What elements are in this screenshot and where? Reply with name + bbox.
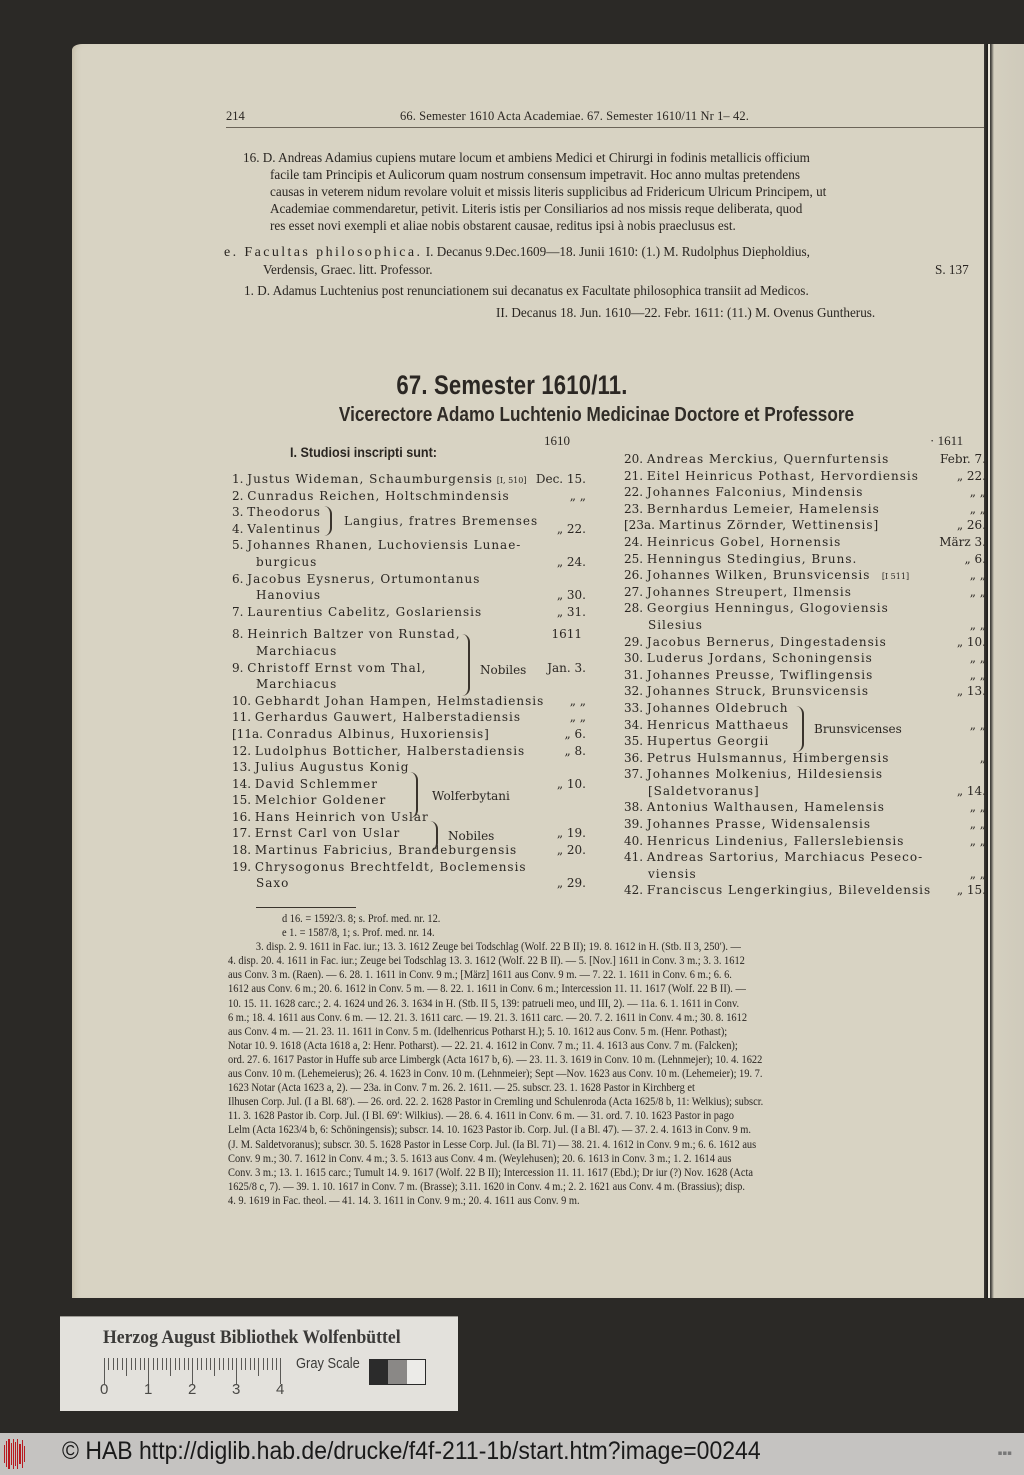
- vicerector-subtitle: Vicerectore Adamo Luchtenio Medicinae Doctore et Professore: [338, 404, 855, 426]
- footnotes-block: [228, 912, 935, 1208]
- para-16-line-2: facile tam Principis et Aulicorum quam nostrum consensum impetravit. Hoc anno multas pretendens: [270, 167, 800, 182]
- footnote-e1: e 1. = 1587/8, 1; s. Prof. med. nr. 14.: [281, 927, 435, 940]
- ruler-label-3: 3: [232, 1381, 241, 1398]
- brace-wolferbytani: [410, 772, 418, 818]
- ruler-label-2: 2: [188, 1381, 197, 1398]
- para-16-line-1: 16. D. Andreas Adamius cupiens mutare locum et ambiens Medici et Chirurgi in fodinis metallicis officium: [243, 150, 810, 165]
- student-row-continued: viensis „ „: [648, 866, 986, 881]
- student-row: 24. Heinricus Gobel, Hornensis März 3.: [624, 534, 986, 549]
- brace-label-wolferbytani: Wolferbytani: [432, 789, 510, 803]
- student-row: 21. Eitel Heinricus Pothast, Hervordiensis „ 22.: [624, 468, 986, 483]
- footnote-line: 6 m.; 18. 4. 1611 aus Conv. 6 m. — 12. 21. 3. 1611 carc. — 19. 21. 3. 1611 carc. — 20. 7. 2. 1611 in Conv. 4 m.; 30. 8. 1612: [228, 1011, 748, 1024]
- ruler-label-1: 1: [144, 1381, 153, 1398]
- student-row-continued: burgicus „ 24.: [256, 554, 586, 569]
- student-row: 13. Julius Augustus Konig: [232, 760, 410, 775]
- student-row: 2. Cunradus Reichen, Holtschmindensis „ „: [232, 488, 586, 503]
- student-row: [11a. Conradus Albinus, Huxoriensis] „ 6.: [232, 726, 586, 741]
- facultas-reference: S. 137: [935, 262, 969, 277]
- student-row: [23a. Martinus Zörnder, Wettinensis] „ 26.: [624, 518, 986, 533]
- running-header: [226, 107, 984, 128]
- gray-swatch-dark: [370, 1360, 388, 1384]
- para-16-line-5: res esset novi exempli et aliae nobis obstarent causae, reditus ipsi à nobis praeclusus est.: [270, 218, 736, 233]
- brace-langius: [324, 506, 332, 536]
- running-head-text: 66. Semester 1610 Acta Academiae. 67. Semester 1610/11 Nr 1– 42.: [400, 109, 749, 123]
- gutter-highlight: [988, 44, 990, 1298]
- student-row: 10. Gebhardt Johan Hampen, Helmstadiensis „ „: [232, 693, 586, 708]
- footnote-line: Ilhusen Corp. Jul. (I a Bl. 68′). — 26. ord. 22. 2. 1628 Pastor in Cremling und Schulenroda (Acta 1625/8 b, 11: Welkius); subscr.: [228, 1096, 764, 1109]
- footer-copyright-url[interactable]: © HAB http://diglib.hab.de/drucke/f4f-211-1b/start.htm?image=00244: [62, 1437, 761, 1465]
- student-row: 35. Hupertus Georgii: [624, 734, 770, 749]
- brace-label-nobiles-2: Nobiles: [448, 829, 495, 843]
- student-row: 40. Henricus Lindenius, Fallerslebiensis „ „: [624, 833, 986, 848]
- footnote-rule: [256, 907, 356, 908]
- student-row: 38. Antonius Walthausen, Hamelensis „ „: [624, 800, 986, 815]
- student-list-left: [232, 471, 586, 892]
- footnote-line: aus Conv. 4 m. — 21. 23. 11. 1611 in Conv. 5 m. (Idelhenricus Potharst H.); 5. 10. 1612 aus Conv. 5 m. (Henr. Pothast);: [228, 1025, 728, 1038]
- footnote-line: 1612 aus Conv. 6 m.; 20. 6. 1612 in Conv. 5 m. — 8. 22. 1. 1611 in Conv. 6 m.; Intercession 11. 11. 1617 (Wolf. 22 B II). —: [228, 983, 746, 996]
- section-heading: I. Studiosi inscripti sunt:: [290, 444, 438, 460]
- semester-title: 67. Semester 1610/11.: [396, 370, 628, 400]
- student-row: 30. Luderus Jordans, Schoningensis „ „: [624, 651, 986, 666]
- student-row: 26. Johannes Wilken, Brunsvicensis [I 511] „ „: [624, 568, 986, 583]
- footnote-line: Conv. 3 m.; 13. 1. 1615 carc.; Tumult 14. 9. 1617 (Wolf. 22 B II); Intercession 11. 11. 1617 (Ebd.); Dr iur (?) Nov. 1628 (Acta: [228, 1166, 753, 1179]
- brace-nobiles-2: [430, 821, 438, 851]
- card-title: Herzog August Bibliothek Wolfenbüttel: [103, 1327, 401, 1348]
- gray-scale-swatches: [369, 1359, 426, 1385]
- para-1-adamus: 1. D. Adamus Luchtenius post renunciationem sui decanatus ex Facultate philosophica transiit ad Medicos.: [244, 283, 809, 298]
- footnote-line: 11. 3. 1628 Pastor ib. Corp. Jul. (I Bl. 69′: Wilkius). — 28. 6. 4. 1611 in Conv. 6 m. — 31. ord. 7. 10. 1623 Pastor in pago: [228, 1110, 734, 1123]
- footer-mark-icon: ▪▪▪: [997, 1449, 1012, 1457]
- student-row: 12. Ludolphus Botticher, Halberstadiensis „ 8.: [232, 743, 586, 758]
- ruler-label-4: 4: [276, 1381, 285, 1398]
- footnote-d16: d 16. = 1592/3. 8; s. Prof. med. nr. 12.: [281, 913, 441, 925]
- student-row: 29. Jacobus Bernerus, Dingestadensis „ 10.: [624, 634, 986, 649]
- student-row: 37. Johannes Molkenius, Hildesiensis: [624, 767, 884, 782]
- student-row-continued: Marchiacus: [256, 677, 338, 692]
- student-row: 23. Bernhardus Lemeier, Hamelensis „ „: [624, 501, 986, 516]
- facultas-heading-line: [224, 243, 810, 261]
- student-row: 5. Johannes Rhanen, Luchoviensis Lunae-: [232, 538, 522, 553]
- student-row: 7. Laurentius Cabelitz, Goslariensis „ 31.: [232, 604, 586, 619]
- footnote-line: Conv. 9 m.; 30. 7. 1612 in Conv. 4 m.; 3. 5. 1613 aus Conv. 4 m. (Weylehusen); 20. 6. 1613 in Conv. 3 m.; 1. 2. 1614 aus: [228, 1152, 732, 1165]
- gray-swatch-mid: [388, 1360, 406, 1384]
- student-row: 17. Ernst Carl von Uslar „ 19.: [232, 826, 586, 841]
- brace-label-brunsvicenses: Brunsvicenses: [814, 722, 902, 736]
- student-row: 34. Henricus Matthaeus „ „: [624, 717, 986, 732]
- brace-brunsvicenses: [796, 706, 804, 752]
- copyright-footer: [0, 1433, 1024, 1475]
- ruler-label-0: 0: [100, 1381, 109, 1398]
- student-row: 31. Johannes Preusse, Twiflingensis „ „: [624, 667, 986, 682]
- footnote-line: Lelm (Acta 1623/4 b, 6: Schöningensis); subscr. 14. 10. 1623 Pastor ib. Corp. Jul. (I a Bl. 47). — 37. 2. 4. 1613 in Conv. 9 m.: [228, 1124, 751, 1137]
- student-row: 9. Christoff Ernst vom Thal, Jan. 3.: [232, 660, 586, 675]
- student-row: 32. Johannes Struck, Brunsvicensis „ 13.: [624, 684, 986, 699]
- footnote-line: 1623 Notar (Acta 1623 a, 2). — 23a. in Conv. 7 m. 26. 2. 1611. — 25. subscr. 23. 1. 1628 Pastor in Kirchberg et: [228, 1082, 695, 1095]
- student-row: 20. Andreas Merckius, Quernfurtensis Febr. 7.: [624, 452, 986, 466]
- footnote-line: 1625/8 c, 7). — 39. 1. 10. 1617 in Conv. 7 m. (Brasse); 3.11. 1620 in Conv. 4 m.; 2. 2. 1621 aus Conv. 4 m. (Brassius); disp.: [228, 1180, 745, 1193]
- student-row: 6. Jacobus Eysnerus, Ortumontanus: [232, 571, 481, 586]
- book-gutter: [984, 44, 1024, 1298]
- student-row: 42. Franciscus Lengerkingius, Bileveldensis „ 15.: [624, 883, 986, 898]
- student-row-continued: Marchiacus: [256, 643, 338, 658]
- hab-logo-icon: [4, 1439, 26, 1469]
- student-row: 14. David Schlemmer „ 10.: [232, 776, 586, 791]
- gray-swatch-light: [407, 1360, 425, 1384]
- student-row: 27. Johannes Streupert, Ilmensis „ „: [624, 584, 986, 599]
- student-row: 15. Melchior Goldener: [232, 793, 387, 808]
- student-row: 8. Heinrich Baltzer von Runstad, 1611: [232, 627, 582, 642]
- facultas-label: e. Facultas philosophica.: [224, 245, 423, 260]
- student-row: 11. Gerhardus Gauwert, Halberstadiensis „ „: [232, 710, 586, 725]
- footnote-line: 10. 15. 11. 1628 carc.; 2. 4. 1624 und 26. 3. 1634 in H. (Stb. II 5, 139: patrueli meo, und III, 2). — 11a. 6. 1. 1611 in Conv.: [228, 997, 740, 1010]
- student-row: 19. Chrysogonus Brechtfeldt, Boclemensis: [232, 859, 527, 874]
- footnote-line: aus Conv. 3 m. (Raen). — 6. 28. 1. 1611 in Conv. 9 m.; [März] 1611 aus Conv. 9 m. — 7. 22. 1. 1611 in Conv. 6 m.; 6. 6.: [228, 969, 732, 982]
- footnote-line: ord. 27. 6. 1617 Pastor in Huffe sub arce Limbergk (Acta 1617 b, 6). — 23. 11. 3. 1619 in Conv. 10 m. (Lehnmejer); 10. 4. 1622: [228, 1053, 763, 1066]
- student-row: 39. Johannes Prasse, Widensalensis „ „: [624, 817, 986, 832]
- student-row-continued: Hanovius „ 30.: [256, 588, 586, 603]
- facultas-line-2: Verdensis, Graec. litt. Professor.: [263, 262, 433, 277]
- student-row: 22. Johannes Falconius, Mindensis „ „: [624, 485, 986, 500]
- student-row-continued: Saxo „ 29.: [256, 876, 586, 891]
- decanus-2-line: II. Decanus 18. Jun. 1610—22. Febr. 1611: (11.) M. Ovenus Guntherus.: [496, 305, 876, 320]
- student-row: 33. Johannes Oldebruch: [624, 700, 789, 715]
- student-row: 25. Henningus Stedingius, Bruns. „ 6.: [624, 551, 986, 566]
- brace-label-langius: Langius, fratres Bremenses: [344, 514, 539, 528]
- facultas-decanus-1: I. Decanus 9.Dec.1609—18. Junii 1610: (1.) M. Rudolphus Diepholdius,: [425, 244, 810, 259]
- brace-label-nobiles-1: Nobiles: [480, 663, 527, 677]
- student-row: 16. Hans Heinrich von Uslar: [232, 809, 429, 824]
- student-row: 1. Justus Wideman, Schaumburgensis [I, 510] Dec. 15.: [232, 472, 586, 486]
- student-row-continued: [Saldetvoranus] „ 14.: [648, 783, 986, 798]
- gray-scale-label: Gray Scale: [296, 1355, 360, 1372]
- footnote-line: 3. disp. 2. 9. 1611 in Fac. iur.; 13. 3. 1612 Zeuge bei Todschlag (Wolf. 22 B II); 19. 8. 1612 in H. (Stb. II 3, 250′). —: [255, 941, 741, 954]
- para-16-line-3: causas in veterem nidum revolare voluit et missis literis supplicibus ad Fridericum Ulricum Principem, ut: [270, 184, 827, 199]
- brace-nobiles-1: [462, 634, 470, 696]
- student-row-continued: Silesius „ „: [648, 617, 986, 632]
- student-list-right: [624, 451, 986, 899]
- student-row: 28. Georgius Henningus, Glogoviensis: [624, 601, 889, 616]
- footnote-line: 4. 9. 1619 in Fac. theol. — 41. 14. 3. 1611 in Conv. 9 m.; 20. 4. 1611 aus Conv. 9 m.: [228, 1194, 580, 1207]
- para-16-line-4: Academiae commendaretur, petivit. Literis istis per Consiliarios ad nos missis reque deliberata, quod: [270, 201, 803, 216]
- page-number: 214: [226, 109, 245, 123]
- footnote-line: (J. M. Saldetvoranus); subscr. 30. 5. 1628 Pastor in Lesse Corp. Jul. (Ia Bl. 71) — 38. 21. 4. 1612 in Conv. 9 m.; 6. 6. 1612 aus: [228, 1138, 757, 1151]
- student-row: 18. Martinus Fabricius, Brandeburgensis „ 20.: [232, 843, 586, 858]
- student-row: 3. Theodorus: [232, 505, 321, 520]
- student-row: 4. Valentinus „ 22.: [232, 521, 586, 536]
- year-1611-right-label: · 1611: [930, 433, 964, 448]
- footnote-line: aus Conv. 10 m. (Lehemeierus); 26. 4. 1623 in Conv. 10 m. (Lehnmeier); Sept —Nov. 1623 aus Conv. 10 m. (Lehemeier); 19. 7.: [228, 1068, 763, 1081]
- footnote-line: Notar 10. 9. 1618 (Acta 1618 a, 2: Henr. Potharst). — 22. 21. 4. 1612 in Conv. 7 m.; 11. 4. 1613 aus Conv. 7 m. (Falcken);: [228, 1039, 738, 1052]
- student-row: 36. Petrus Hulsmannus, Himbergensis „: [624, 750, 986, 765]
- year-1610-label: 1610: [544, 433, 570, 448]
- student-row: 41. Andreas Sartorius, Marchiacus Peseco-: [624, 850, 924, 865]
- color-calibration-card: [60, 1316, 458, 1411]
- footnote-line: 4. disp. 20. 4. 1611 in Fac. iur.; Zeuge bei Todschlag 13. 3. 1612 (Wolf. 22 B II). — 5. [Nov.] 1611 in Conv. 3 m.; 3. 3. 1612: [228, 955, 745, 968]
